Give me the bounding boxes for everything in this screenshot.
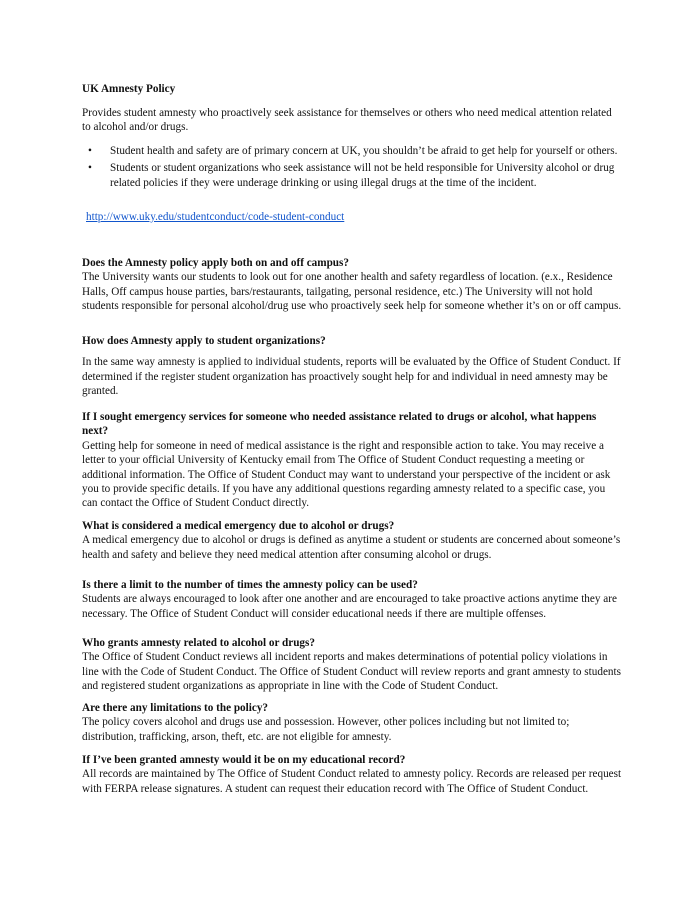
list-item: [82, 144, 622, 158]
faq-question: If I sought emergency services for someone who needed assistance related to drugs or alcohol, what happens next?: [82, 411, 597, 438]
faq-question: Who grants amnesty related to alcohol or drugs?: [82, 637, 315, 649]
code-student-conduct-link[interactable]: http://www.uky.edu/studentconduct/code-student-conduct: [86, 211, 345, 223]
faq-answer: The University wants our students to look out for one another health and safety regardless of location. (e.x., Residence Halls, Off campus house parties, bars/restaurants, tailgating, personal residence, etc.) The University will not hold students responsible for personal alcohol/drug use who proactively seek help for someone whether it’s on or off campus.: [82, 271, 622, 313]
faq-item: [82, 519, 622, 562]
bullet-icon: •: [88, 145, 92, 157]
faq-item: [82, 701, 622, 744]
faq-answer: A medical emergency due to alcohol or drugs is defined as anytime a student or students are concerned about someone’s health and safety and believe they need medical attention after consuming alcohol or drugs.: [82, 534, 621, 561]
faq-item: [82, 636, 622, 694]
bullet-icon: •: [88, 162, 92, 175]
bullet-text: Student health and safety are of primary concern at UK, you shouldn’t be afraid to get help for yourself or others.: [110, 145, 618, 157]
faq-answer: In the same way amnesty is applied to individual students, reports will be evaluated by the Office of Student Conduct. If determined if the register student organization has proactively sought help for and individual in need amnesty may be granted.: [82, 356, 621, 398]
faq-question: If I’ve been granted amnesty would it be on my educational record?: [82, 754, 406, 766]
faq-item: [82, 334, 622, 399]
faq-item: [82, 578, 622, 621]
bullet-list: [82, 144, 622, 193]
faq-answer: The policy covers alcohol and drugs use and possession. However, other polices including but not limited to; distribution, trafficking, arson, theft, etc. are not eligible for amnesty.: [82, 716, 570, 743]
faq-item: [82, 256, 622, 314]
faq-question: What is considered a medical emergency due to alcohol or drugs?: [82, 520, 395, 532]
list-item: [82, 161, 622, 190]
faq-answer: All records are maintained by The Office of Student Conduct related to amnesty policy. Records are released per request with FERPA release signatures. A student can request their education record with The Office of Student Conduct.: [82, 768, 622, 795]
bullet-text: Students or student organizations who seek assistance will not be held responsible for University alcohol or drug related policies if they were underage drinking or using illegal drugs at the time of the incident.: [110, 162, 615, 189]
faq-question: Are there any limitations to the policy?: [82, 702, 269, 714]
intro-paragraph: Provides student amnesty who proactively seek assistance for themselves or others who need medical attention related to alcohol and/or drugs.: [82, 107, 612, 134]
faq-answer: Students are always encouraged to look after one another and are encouraged to take proactive actions anytime they are necessary. The Office of Student Conduct will consider educational needs if there are multiple offenses.: [82, 593, 617, 620]
faq-question: Is there a limit to the number of times the amnesty policy can be used?: [82, 579, 418, 591]
faq-item: [82, 753, 622, 796]
faq-item: [82, 410, 622, 511]
faq-question: How does Amnesty apply to student organizations?: [82, 335, 326, 347]
page-title: UK Amnesty Policy: [82, 83, 176, 95]
faq-question: Does the Amnesty policy apply both on and off campus?: [82, 257, 349, 269]
faq-answer: The Office of Student Conduct reviews all incident reports and makes determinations of potential policy violations in line with the Code of Student Conduct. The Office of Student Conduct will review reports and grant amnesty to students and registered student organizations as appropriate in line with the Code of Student Conduct.: [82, 651, 621, 693]
faq-answer: Getting help for someone in need of medical assistance is the right and responsible action to take. You may receive a letter to your official University of Kentucky email from The Office of Student Conduct requesting a meeting or additional information. The Office of Student Conduct may want to understand your perspective of the incident or ask you to provide specific details. If you have any additional questions regarding amnesty related to a specific case, you can contact the Office of Student Conduct directly.: [82, 439, 611, 510]
